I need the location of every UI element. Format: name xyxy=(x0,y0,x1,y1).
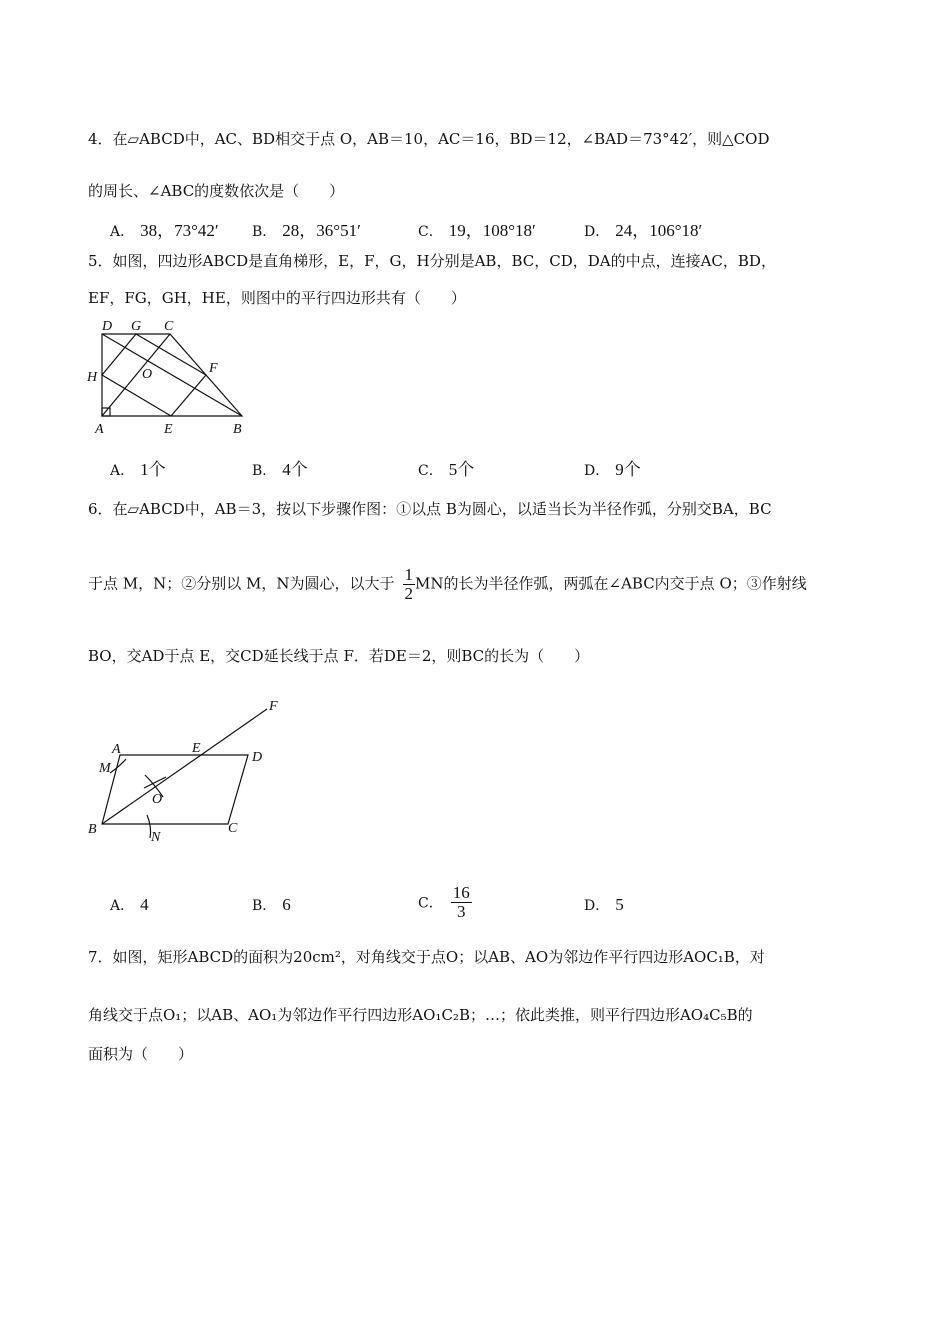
label-c: C xyxy=(228,821,238,836)
option-label: C． xyxy=(418,224,443,240)
q6-option-a[interactable] xyxy=(110,895,149,915)
q6-option-b[interactable] xyxy=(252,895,291,915)
fraction-denominator: 3 xyxy=(456,901,466,921)
q7-stem-line3: 面积为（ ） xyxy=(88,1045,194,1063)
q5-stem-line2: EF，FG，GH，HE，则图中的平行四边形共有（ ） xyxy=(88,289,466,307)
option-label: C． xyxy=(418,463,443,479)
q6-line2-pre: 于点 M，N；②分别以 M，N为圆心，以大于 xyxy=(88,574,395,593)
option-value: 5 xyxy=(615,895,624,914)
label-e: E xyxy=(164,422,173,437)
label-d: D xyxy=(102,319,113,334)
label-a: A xyxy=(112,742,121,757)
label-h: H xyxy=(87,370,98,385)
option-fraction xyxy=(451,884,472,921)
option-value: 38，73°42′ xyxy=(140,221,219,240)
q5-option-b[interactable] xyxy=(252,455,308,480)
q4-option-d[interactable] xyxy=(584,216,702,241)
label-f: F xyxy=(269,699,278,714)
q6-option-c[interactable] xyxy=(418,884,472,921)
option-label: B． xyxy=(252,463,277,479)
fraction-numerator: 1 xyxy=(404,565,414,584)
q4-option-b[interactable] xyxy=(252,216,361,241)
label-o: O xyxy=(152,792,163,807)
option-label: A． xyxy=(110,463,135,479)
option-value: 9个 xyxy=(615,460,641,479)
label-m: M xyxy=(99,761,111,776)
q4-option-a[interactable] xyxy=(110,216,219,241)
label-f: F xyxy=(209,361,218,376)
option-value: 5个 xyxy=(448,460,475,479)
option-value: 1个 xyxy=(140,460,166,479)
fraction-numerator: 16 xyxy=(452,883,470,902)
option-label: B． xyxy=(252,224,277,240)
q4-option-c[interactable] xyxy=(418,216,536,241)
option-value: 19，108°18′ xyxy=(448,221,536,240)
option-label: A． xyxy=(110,224,135,240)
option-label: D． xyxy=(584,898,610,914)
option-label: D． xyxy=(584,463,610,479)
q6-parallelogram-figure xyxy=(84,693,294,853)
q6-option-d[interactable] xyxy=(584,895,624,915)
half-fraction xyxy=(403,566,416,603)
option-label: C． xyxy=(418,895,443,912)
label-b: B xyxy=(233,422,242,437)
label-a: A xyxy=(95,422,104,437)
option-label: A． xyxy=(110,898,135,914)
q4-stem-line2: 的周长、∠ABC的度数依次是（ ） xyxy=(88,182,345,200)
option-value: 4个 xyxy=(282,460,308,479)
option-label: B． xyxy=(252,898,277,914)
option-value: 4 xyxy=(140,895,149,914)
q5-trapezoid-figure xyxy=(84,316,254,441)
q7-stem-line2: 角线交于点O₁；以AB、AO₁为邻边作平行四边形AO₁C₂B；…；依此类推，则平行四边形AO₄C₅B的 xyxy=(88,1006,753,1024)
label-e: E xyxy=(192,741,201,756)
q6-stem-line1: 6．在▱ABCD中，AB＝3，按以下步骤作图：①以点 B为圆心，以适当长为半径作弧，分别交BA，BC xyxy=(88,500,772,518)
label-g: G xyxy=(131,319,142,334)
q5-stem-line1: 5．如图，四边形ABCD是直角梯形，E，F，G，H分别是AB，BC，CD，DA的中点，连接AC，BD， xyxy=(88,252,776,270)
q6-line2-post: MN的长为半径作弧，两弧在∠ABC内交于点 O；③作射线 xyxy=(415,574,807,593)
label-c: C xyxy=(164,319,174,334)
label-o: O xyxy=(142,367,153,382)
q6-stem-line3: BO，交AD于点 E，交CD延长线于点 F．若DE＝2，则BC的长为（ ） xyxy=(88,647,590,665)
q6-stem-line2 xyxy=(88,566,870,603)
q7-stem-line1: 7．如图，矩形ABCD的面积为20cm²，对角线交于点O；以AB、AO为邻边作平行四边形AOC₁B，对 xyxy=(88,948,765,966)
q5-option-d[interactable] xyxy=(584,455,641,480)
option-value: 6 xyxy=(282,895,291,914)
q5-option-c[interactable] xyxy=(418,455,474,480)
label-d: D xyxy=(252,750,263,765)
fraction-denominator: 2 xyxy=(404,583,414,603)
option-label: D． xyxy=(584,224,610,240)
q4-stem-line1: 4．在▱ABCD中，AC、BD相交于点 O，AB＝10，AC＝16，BD＝12，∠BAD＝73°42′，则△COD xyxy=(88,130,770,148)
label-b: B xyxy=(88,822,97,837)
q5-option-a[interactable] xyxy=(110,455,166,480)
label-n: N xyxy=(151,830,161,845)
option-value: 28，36°51′ xyxy=(282,221,361,240)
option-value: 24，106°18′ xyxy=(615,221,703,240)
